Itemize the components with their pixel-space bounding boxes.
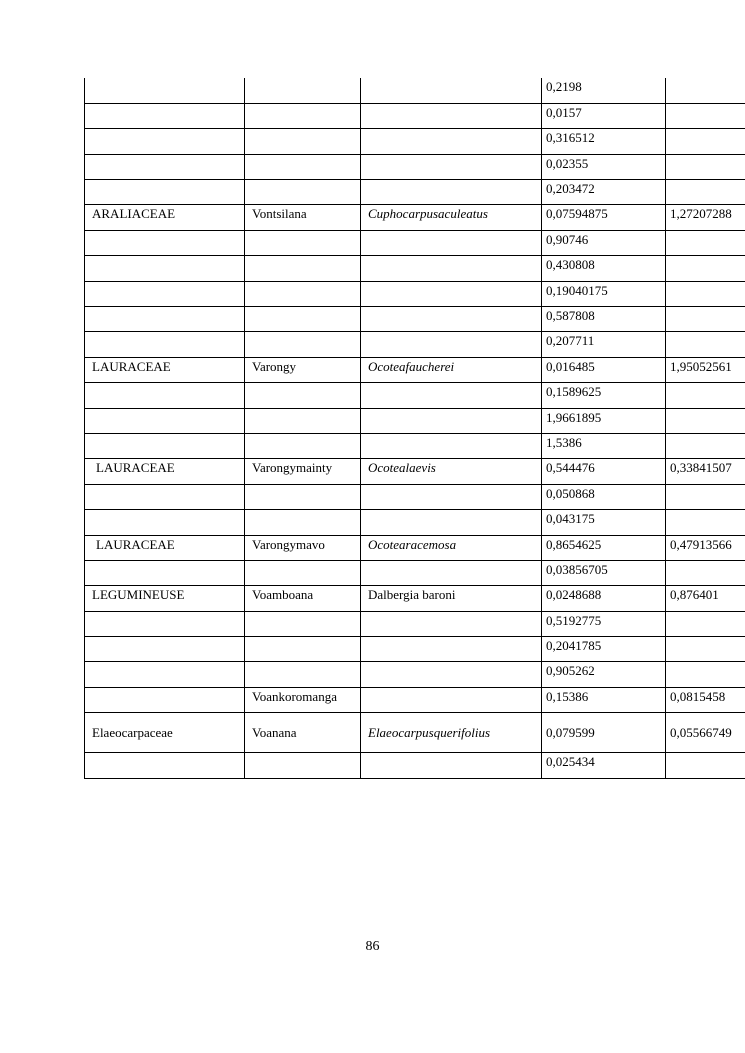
vernacular-name-cell (245, 307, 361, 332)
scientific-name-cell (361, 78, 542, 103)
value-cell: 0,587808 (542, 307, 666, 332)
family-cell (85, 433, 245, 458)
total-cell: 0,0815458 (666, 687, 745, 712)
table-row (85, 611, 745, 636)
value-cell: 0,2198 (542, 78, 666, 103)
family-cell (85, 560, 245, 585)
vernacular-name-cell (245, 408, 361, 433)
total-cell (666, 484, 745, 509)
vernacular-name-cell (245, 510, 361, 535)
vernacular-name-cell (245, 256, 361, 281)
total-cell (666, 510, 745, 535)
table-row (85, 753, 745, 778)
table-row (85, 637, 745, 662)
total-cell (666, 611, 745, 636)
value-cell: 0,8654625 (542, 535, 666, 560)
total-cell (666, 637, 745, 662)
scientific-name-cell (361, 332, 542, 357)
vernacular-name-cell (245, 154, 361, 179)
scientific-name-cell (361, 510, 542, 535)
value-cell: 1,5386 (542, 433, 666, 458)
total-cell: 1,27207288 (666, 205, 745, 230)
table-row (85, 129, 745, 154)
vernacular-name-cell (245, 662, 361, 687)
family-cell: ARALIACEAE (85, 205, 245, 230)
table-row (85, 586, 745, 611)
vernacular-name-cell (245, 78, 361, 103)
value-cell: 0,07594875 (542, 205, 666, 230)
scientific-name-cell (361, 560, 542, 585)
scientific-name-cell (361, 637, 542, 662)
family-cell: LEGUMINEUSE (85, 586, 245, 611)
value-cell: 0,043175 (542, 510, 666, 535)
table-row (85, 230, 745, 255)
table-row (85, 180, 745, 205)
table-row (85, 103, 745, 128)
total-cell (666, 433, 745, 458)
total-cell (666, 753, 745, 778)
total-cell (666, 230, 745, 255)
total-cell: 0,33841507 (666, 459, 745, 484)
scientific-name-cell (361, 611, 542, 636)
vernacular-name-cell: Voankoromanga (245, 687, 361, 712)
family-cell (85, 154, 245, 179)
scientific-name-cell (361, 129, 542, 154)
scientific-name-cell: Ocotealaevis (361, 459, 542, 484)
value-cell: 0,19040175 (542, 281, 666, 306)
value-cell: 0,544476 (542, 459, 666, 484)
table-row (85, 307, 745, 332)
value-cell: 0,1589625 (542, 383, 666, 408)
vernacular-name-cell: Vontsilana (245, 205, 361, 230)
family-cell (85, 180, 245, 205)
family-cell (85, 637, 245, 662)
value-cell: 0,5192775 (542, 611, 666, 636)
total-cell (666, 560, 745, 585)
scientific-name-cell (361, 383, 542, 408)
table-row (85, 281, 745, 306)
vernacular-name-cell (245, 103, 361, 128)
species-table-body (85, 78, 745, 778)
vernacular-name-cell (245, 332, 361, 357)
total-cell: 0,05566749 (666, 713, 745, 753)
scientific-name-cell (361, 180, 542, 205)
family-cell (85, 611, 245, 636)
vernacular-name-cell (245, 560, 361, 585)
value-cell: 0,050868 (542, 484, 666, 509)
table-row (85, 205, 745, 230)
scientific-name-cell (361, 256, 542, 281)
table-row (85, 687, 745, 712)
vernacular-name-cell: Varongy (245, 357, 361, 382)
vernacular-name-cell (245, 484, 361, 509)
family-cell (85, 408, 245, 433)
value-cell: 0,025434 (542, 753, 666, 778)
table-row (85, 433, 745, 458)
vernacular-name-cell: Voamboana (245, 586, 361, 611)
scientific-name-cell (361, 307, 542, 332)
value-cell: 0,0157 (542, 103, 666, 128)
family-cell (85, 753, 245, 778)
value-cell: 0,15386 (542, 687, 666, 712)
total-cell: 0,876401 (666, 586, 745, 611)
family-cell: LAURACEAE (85, 357, 245, 382)
family-cell (85, 662, 245, 687)
value-cell: 0,905262 (542, 662, 666, 687)
total-cell (666, 662, 745, 687)
table-row (85, 535, 745, 560)
family-cell (85, 332, 245, 357)
vernacular-name-cell: Voanana (245, 713, 361, 753)
table-row (85, 408, 745, 433)
family-cell (85, 510, 245, 535)
total-cell (666, 408, 745, 433)
value-cell: 1,9661895 (542, 408, 666, 433)
value-cell: 0,90746 (542, 230, 666, 255)
value-cell: 0,02355 (542, 154, 666, 179)
vernacular-name-cell (245, 129, 361, 154)
scientific-name-cell: Dalbergia baroni (361, 586, 542, 611)
total-cell: 1,95052561 (666, 357, 745, 382)
total-cell (666, 281, 745, 306)
table-row (85, 662, 745, 687)
table-row (85, 713, 745, 753)
family-cell (85, 484, 245, 509)
vernacular-name-cell: Varongymainty (245, 459, 361, 484)
total-cell (666, 332, 745, 357)
value-cell: 0,316512 (542, 129, 666, 154)
family-cell (85, 687, 245, 712)
species-table-container (84, 78, 745, 779)
value-cell: 0,203472 (542, 180, 666, 205)
scientific-name-cell: Elaeocarpusquerifolius (361, 713, 542, 753)
total-cell (666, 180, 745, 205)
table-row (85, 78, 745, 103)
family-cell (85, 78, 245, 103)
table-row (85, 510, 745, 535)
family-cell: LAURACEAE (85, 459, 245, 484)
value-cell: 0,016485 (542, 357, 666, 382)
value-cell: 0,0248688 (542, 586, 666, 611)
family-cell (85, 383, 245, 408)
vernacular-name-cell (245, 281, 361, 306)
total-cell (666, 103, 745, 128)
total-cell (666, 307, 745, 332)
table-row (85, 357, 745, 382)
family-cell (85, 230, 245, 255)
species-table (84, 78, 745, 779)
value-cell: 0,430808 (542, 256, 666, 281)
vernacular-name-cell (245, 433, 361, 458)
scientific-name-cell: Ocotearacemosa (361, 535, 542, 560)
total-cell (666, 256, 745, 281)
scientific-name-cell (361, 408, 542, 433)
family-cell (85, 256, 245, 281)
value-cell: 0,079599 (542, 713, 666, 753)
table-row (85, 332, 745, 357)
total-cell (666, 78, 745, 103)
table-row (85, 154, 745, 179)
vernacular-name-cell (245, 383, 361, 408)
vernacular-name-cell: Varongymavo (245, 535, 361, 560)
page-number: 86 (365, 939, 380, 954)
value-cell: 0,2041785 (542, 637, 666, 662)
scientific-name-cell (361, 154, 542, 179)
vernacular-name-cell (245, 611, 361, 636)
family-cell (85, 129, 245, 154)
family-cell (85, 281, 245, 306)
family-cell (85, 307, 245, 332)
table-row (85, 484, 745, 509)
table-row (85, 256, 745, 281)
total-cell (666, 383, 745, 408)
scientific-name-cell (361, 281, 542, 306)
value-cell: 0,207711 (542, 332, 666, 357)
scientific-name-cell: Ocoteafaucherei (361, 357, 542, 382)
scientific-name-cell (361, 662, 542, 687)
family-cell: Elaeocarpaceae (85, 713, 245, 753)
value-cell: 0,03856705 (542, 560, 666, 585)
scientific-name-cell (361, 230, 542, 255)
vernacular-name-cell (245, 180, 361, 205)
family-cell (85, 103, 245, 128)
vernacular-name-cell (245, 753, 361, 778)
table-row (85, 560, 745, 585)
scientific-name-cell (361, 687, 542, 712)
scientific-name-cell (361, 753, 542, 778)
table-row (85, 459, 745, 484)
total-cell: 0,47913566 (666, 535, 745, 560)
scientific-name-cell (361, 484, 542, 509)
table-row (85, 383, 745, 408)
total-cell (666, 129, 745, 154)
total-cell (666, 154, 745, 179)
scientific-name-cell: Cuphocarpusaculeatus (361, 205, 542, 230)
vernacular-name-cell (245, 637, 361, 662)
scientific-name-cell (361, 433, 542, 458)
vernacular-name-cell (245, 230, 361, 255)
family-cell: LAURACEAE (85, 535, 245, 560)
scientific-name-cell (361, 103, 542, 128)
